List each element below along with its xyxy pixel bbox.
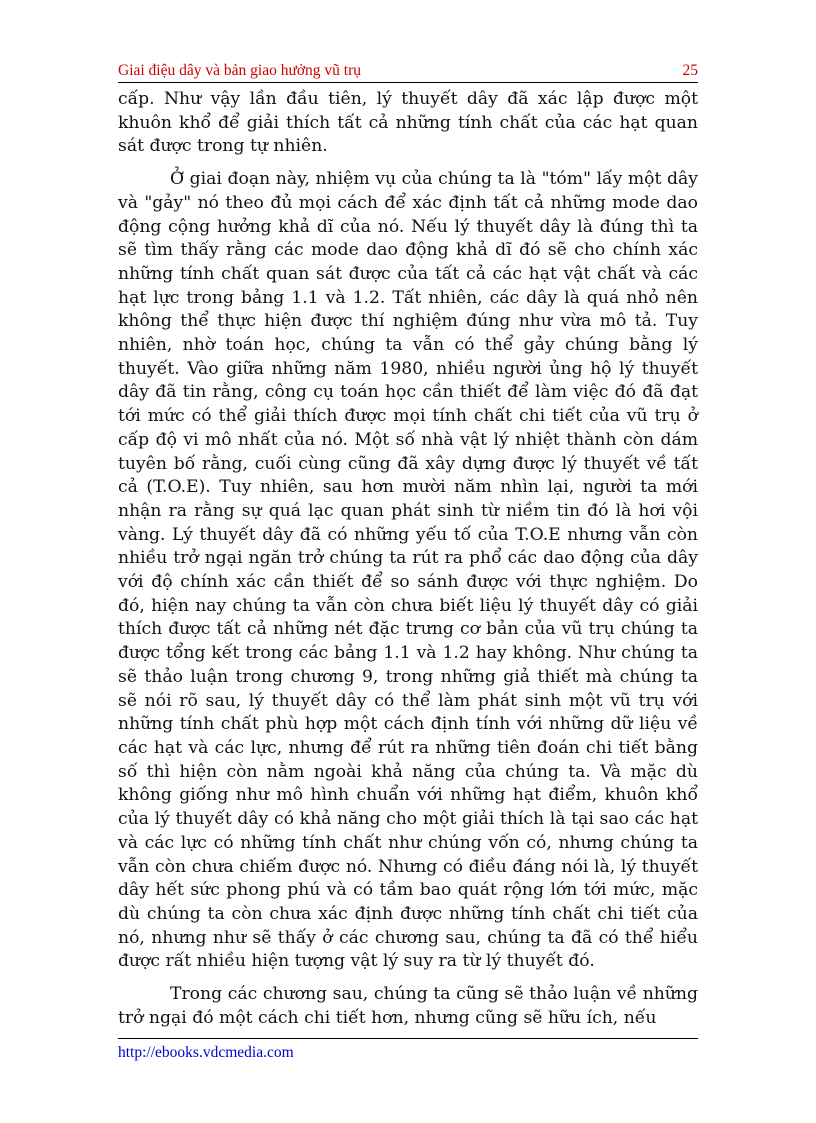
footer-divider bbox=[118, 1038, 698, 1039]
paragraph: Ở giai đoạn này, nhiệm vụ của chúng ta là "tóm" lấy một dây và "gảy" nó theo đủ mọi cách để xác định tất cả những mode dao động cộng hưởng khả dĩ của nó. Nếu lý thuyết dây là đúng thì ta sẽ tìm thấy rằng các mode dao động khả dĩ đó sẽ cho chính xác những tính chất quan sát được của tất cả các hạt vật chất và các hạt lực trong bảng 1.1 và 1.2. Tất nhiên, các dây là quá nhỏ nên không thể thực hiện được thí nghiệm đúng như vừa mô tả. Tuy nhiên, nhờ toán học, chúng ta vẫn có thể gảy chúng bằng lý thuyết. Vào giữa những năm 1980, nhiều người ủng hộ lý thuyết dây đã tin rằng, công cụ toán học cần thiết để làm việc đó đã đạt tới mức có thể giải thích được mọi tính chất chi tiết của vũ trụ ở cấp độ vi mô nhất của nó. Một số nhà vật lý nhiệt thành còn dám tuyên bố rằng, cuối cùng cũng đã xây dựng được lý thuyết về tất cả (T.O.E). Tuy nhiên, sau hơn mười năm nhìn lại, người ta mới nhận ra rằng sự quá lạc quan phát sinh từ niềm tin đó là hơi vội vàng. Lý thuyết dây đã có những yếu tố của T.O.E nhưng vẫn còn nhiều trở ngại ngăn trở chúng ta rút ra phổ các dao động của dây với độ chính xác cần thiết để so sánh được với thực nghiệm. Do đó, hiện nay chúng ta vẫn còn chưa biết liệu lý thuyết dây có giải thích được tất cả những nét đặc trưng cơ bản của vũ trụ chúng ta được tổng kết trong các bảng 1.1 và 1.2 hay không. Như chúng ta sẽ thảo luận trong chương 9, trong những giả thiết mà chúng ta sẽ nói rõ sau, lý thuyết dây có thể làm phát sinh một vũ trụ với những tính chất phù hợp một cách định tính với những dữ liệu về các hạt và các lực, nhưng để rút ra những tiên đoán chi tiết bằng số thì hiện còn nằm ngoài khả năng của chúng ta. Và mặc dù không giống như mô hình chuẩn với những hạt điểm, khuôn khổ của lý thuyết dây có khả năng cho một giải thích là tại sao các hạt và các lực có những tính chất như chúng vốn có, nhưng chúng ta vẫn còn chưa chiếm được nó. Nhưng có điều đáng nói là, lý thuyết dây hết sức phong phú và có tầm bao quát rộng lớn tới mức, mặc dù chúng ta còn chưa xác định được những tính chất chi tiết của nó, nhưng như sẽ thấy ở các chương sau, chúng ta đã có thể hiểu được rất nhiều hiện tượng vật lý suy ra từ lý thuyết đó. bbox=[118, 169, 698, 972]
paragraph: Trong các chương sau, chúng ta cũng sẽ thảo luận về những trở ngại đó một cách chi tiết hơn, nhưng cũng sẽ hữu ích, nếu bbox=[118, 984, 698, 1028]
body-text bbox=[118, 88, 698, 1030]
page-number: 25 bbox=[682, 62, 698, 79]
footer-url[interactable]: http://ebooks.vdcmedia.com bbox=[118, 1044, 294, 1061]
header-title: Giai điệu dây và bản giao hưởng vũ trụ bbox=[118, 62, 362, 79]
paragraph-continuation: cấp. Như vậy lần đầu tiên, lý thuyết dây đã xác lập được một khuôn khổ để giải thích tất cả những tính chất của các hạt quan sát được trong tự nhiên. bbox=[118, 89, 698, 157]
running-header bbox=[118, 60, 698, 83]
